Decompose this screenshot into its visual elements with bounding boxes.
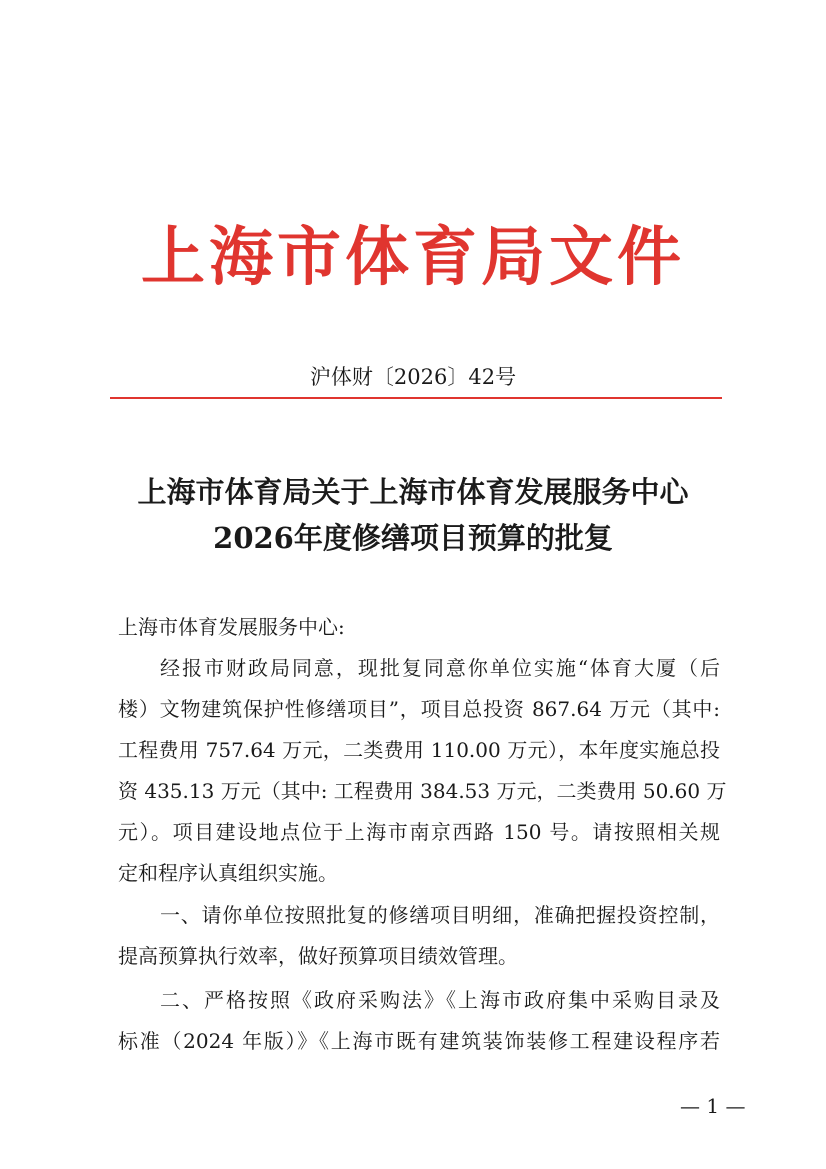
- document-number: 沪体财〔2026〕42号: [309, 365, 517, 389]
- body-line: 资 435.13 万元（其中: 工程费用 384.53 万元，二类费用 50.60 万: [118, 779, 727, 803]
- addressee: 上海市体育发展服务中心:: [118, 615, 345, 639]
- body-line: 二、严格按照《政府采购法》《上海市政府集中采购目录及: [160, 988, 720, 1012]
- body-line: 标准（2024 年版）》《上海市既有建筑装饰装修工程建设程序若: [118, 1029, 720, 1053]
- body-line: 楼）文物建筑保护性修缮项目”，项目总投资 867.64 万元（其中:: [118, 697, 720, 721]
- body-line: 一、请你单位按照批复的修缮项目明细，准确把握投资控制，: [160, 903, 720, 927]
- document-heading-line-1: 上海市体育局关于上海市体育发展服务中心: [137, 475, 689, 509]
- body-line: 工程费用 757.64 万元，二类费用 110.00 万元），本年度实施总投: [118, 738, 720, 762]
- body-line: 经报市财政局同意，现批复同意你单位实施“体育大厦（后: [160, 656, 720, 680]
- document-heading-line-2: 2026年度修缮项目预算的批复: [213, 521, 613, 555]
- body-line: 提高预算执行效率，做好预算项目绩效管理。: [118, 944, 518, 968]
- page-number: — 1 —: [680, 1094, 746, 1118]
- red-divider-line: [110, 397, 722, 399]
- body-line: 元）。项目建设地点位于上海市南京西路 150 号。请按照相关规: [118, 820, 720, 844]
- document-header-title: 上海市体育局文件: [141, 220, 685, 295]
- body-line: 定和程序认真组织实施。: [118, 861, 338, 885]
